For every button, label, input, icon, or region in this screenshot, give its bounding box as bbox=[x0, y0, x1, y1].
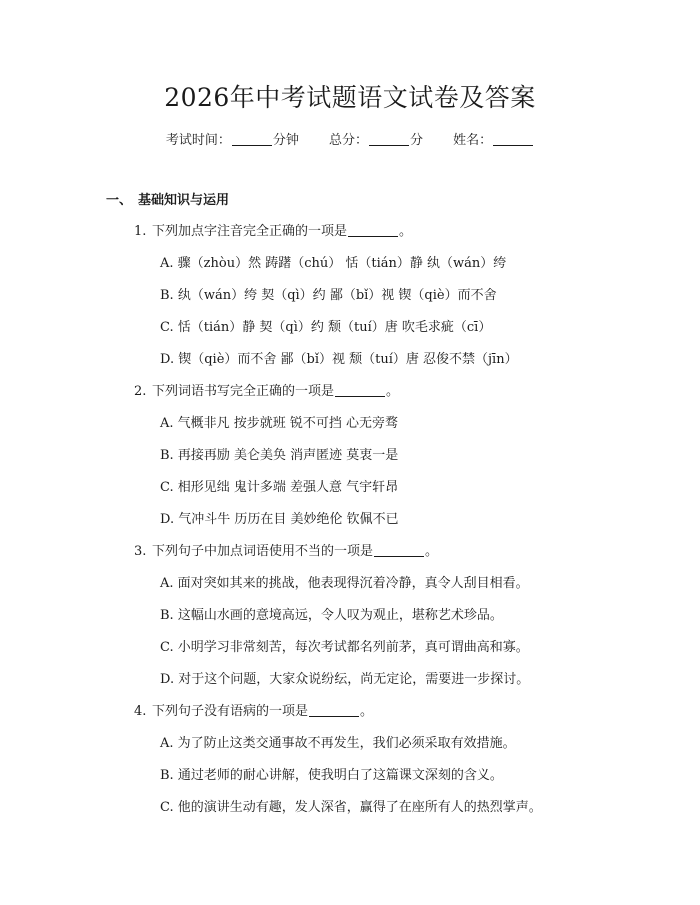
question-stem bbox=[134, 541, 438, 563]
question-stem bbox=[134, 381, 399, 403]
answer-option: A. 为了防止这类交通事故不再发生，我们必须采取有效措施。 bbox=[160, 736, 516, 751]
time-blank bbox=[232, 131, 272, 146]
question-text: 下列加点字注音完全正确的一项是 bbox=[152, 224, 348, 239]
score-unit: 分 bbox=[410, 133, 424, 148]
answer-blank[interactable] bbox=[348, 222, 398, 237]
name-label: 姓名： bbox=[453, 133, 493, 148]
answer-option: B. 通过老师的耐心讲解，使我明白了这篇课文深刻的含义。 bbox=[160, 768, 503, 783]
answer-option: A. 骤（zhòu）然 踌躇（chú） 恬（tián）静 纨（wán）绔 bbox=[160, 256, 507, 271]
answer-option: A. 面对突如其来的挑战，他表现得沉着冷静，真令人刮目相看。 bbox=[160, 576, 529, 591]
question-text: 下列句子中加点词语使用不当的一项是 bbox=[152, 544, 374, 559]
answer-option: B. 纨（wán）绔 契（qì）约 鄙（bǐ）视 锲（qiè）而不舍 bbox=[160, 288, 497, 303]
answer-blank[interactable] bbox=[374, 542, 424, 557]
question-end-mark: 。 bbox=[399, 224, 413, 239]
answer-option: C. 小明学习非常刻苦，每次考试都名列前茅，真可谓曲高和寡。 bbox=[160, 640, 529, 655]
question-text: 下列句子没有语病的一项是 bbox=[152, 704, 309, 719]
name-field bbox=[453, 130, 534, 152]
answer-option: D. 锲（qiè）而不舍 鄙（bǐ）视 颓（tuí）唐 忍俊不禁（jīn） bbox=[160, 352, 518, 367]
question-number: 4. bbox=[134, 704, 147, 719]
time-field bbox=[166, 130, 299, 152]
question-stem bbox=[134, 221, 412, 243]
score-field bbox=[329, 130, 423, 152]
exam-meta bbox=[0, 130, 700, 152]
section-heading bbox=[106, 190, 229, 212]
time-label: 考试时间： bbox=[165, 133, 231, 148]
time-unit: 分钟 bbox=[272, 133, 299, 148]
answer-option: D. 气冲斗牛 历历在目 美妙绝伦 钦佩不已 bbox=[160, 512, 399, 527]
answer-option: B. 再接再励 美仑美奂 消声匿迹 莫衷一是 bbox=[160, 448, 399, 463]
answer-option: A. 气概非凡 按步就班 锐不可挡 心无旁骛 bbox=[160, 416, 399, 431]
section-title: 基础知识与运用 bbox=[138, 193, 230, 208]
answer-option: B. 这幅山水画的意境高远，令人叹为观止，堪称艺术珍品。 bbox=[160, 608, 503, 623]
question-text: 下列词语书写完全正确的一项是 bbox=[152, 384, 335, 399]
question-number: 3. bbox=[134, 544, 147, 559]
question-end-mark: 。 bbox=[360, 704, 374, 719]
question-number: 1. bbox=[134, 224, 147, 239]
question-end-mark: 。 bbox=[425, 544, 439, 559]
answer-option: C. 恬（tián）静 契（qì）约 颓（tuí）唐 吹毛求疵（cī） bbox=[160, 320, 492, 335]
answer-option: C. 相形见绌 鬼计多端 差强人意 气宇轩昂 bbox=[160, 480, 399, 495]
question-stem bbox=[134, 701, 373, 723]
score-label: 总分： bbox=[328, 133, 368, 148]
answer-option: D. 对于这个问题，大家众说纷纭，尚无定论，需要进一步探讨。 bbox=[160, 672, 530, 687]
name-blank bbox=[493, 131, 533, 146]
question-number: 2. bbox=[134, 384, 147, 399]
exam-title: 2026年中考试题语文试卷及答案 bbox=[164, 83, 536, 112]
score-blank bbox=[369, 131, 409, 146]
question-end-mark: 。 bbox=[386, 384, 400, 399]
answer-blank[interactable] bbox=[335, 382, 385, 397]
section-number: 一、 bbox=[106, 193, 133, 208]
answer-option: C. 他的演讲生动有趣，发人深省，赢得了在座所有人的热烈掌声。 bbox=[160, 800, 542, 815]
answer-blank[interactable] bbox=[309, 702, 359, 717]
